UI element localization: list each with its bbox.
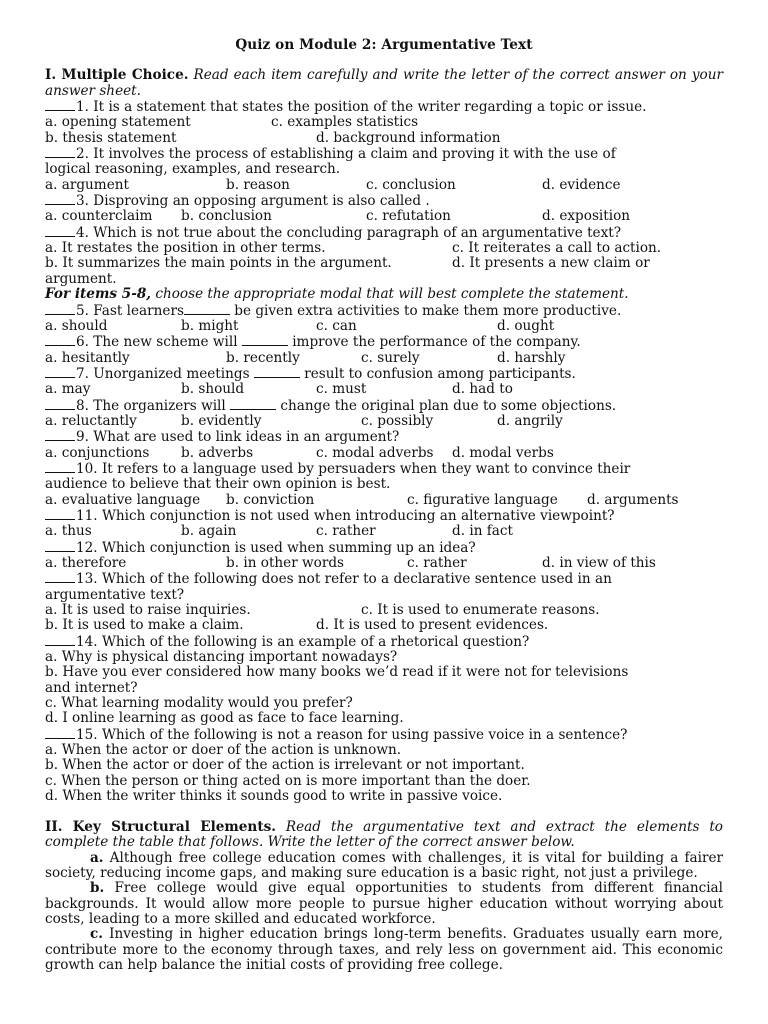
paragraph-b: b. Free college would give equal opportunities to students from different financial backgrounds. It would allow more people to pursue higher education without worrying about costs, leading to a more skilled and educated workforce. [45,880,723,927]
answer-blank [45,727,75,739]
q1-options-row1 [45,115,723,130]
option-a: a. opening statement [45,114,191,131]
option-a: a. therefore [45,555,127,571]
part2-heading: II. Key Structural Elements. [45,818,276,835]
answer-blank [45,99,75,111]
question-10-cont: audience to believe that their own opinion is best. [45,476,391,493]
items-note: For items 5-8, choose the appropriate modal that will best complete the statement. [45,286,629,303]
fill-blank [184,303,230,315]
question-15: 15. Which of the following is not a reason for using passive voice in a sentence? [45,727,723,743]
option-a: a. When the actor or doer of the action is unknown. [45,742,402,759]
answer-blank [45,540,75,552]
answer-blank [45,398,75,410]
q2-options [45,178,723,193]
option-d: d. It presents a new claim or [452,255,650,272]
option-d: d. modal verbs [452,444,554,461]
answer-blank [45,429,75,441]
option-a: a. hesitantly [45,349,130,366]
q13-options-row1 [45,603,723,618]
option-b: b. conviction [226,491,315,508]
option-d: d. in view of this [542,555,656,571]
question-2: 2. It involves the process of establishing a claim and proving it with the use of [45,146,723,162]
answer-blank [45,303,75,315]
paragraph-a: a. Although free college education comes with challenges, it is vital for building a fairer society, reducing income gaps, and making sure education is a basic right, not just a privilege. [45,849,723,881]
question-3: 3. Disproving an opposing argument is also called . [45,193,723,209]
quiz-page [45,38,723,973]
answer-blank [45,225,75,237]
q12-options [45,556,723,571]
option-b: b. conclusion [181,208,272,225]
option-c: c. examples statistics [271,114,419,131]
q9-options [45,446,723,461]
option-d: d. When the writer thinks it sounds good to write in passive voice. [45,788,503,805]
option-c: c. refutation [366,208,451,225]
fill-blank [242,334,288,346]
option-b-cont: and internet? [45,679,138,696]
option-b: b. reason [226,176,290,193]
part1-instruction: Read each item carefully and write the letter of the correct answer on your answer sheet. [45,67,723,99]
option-c: c. It reiterates a call to action. [452,240,662,257]
option-c: c. surely [361,349,420,366]
option-d: d. background information [316,129,501,146]
fill-blank [230,398,276,410]
answer-blank [45,193,75,205]
q6-options [45,351,723,366]
option-b: b. in other words [226,555,345,571]
option-c: c. must [316,381,367,398]
option-a: a. argument [45,176,129,193]
q8-options [45,414,723,429]
part1-heading: I. Multiple Choice. [45,67,189,84]
question-4: 4. Which is not true about the concluding paragraph of an argumentative text? [45,225,723,241]
option-c: c. possibly [361,412,434,429]
section-spacer [45,805,723,820]
question-11: 11. Which conjunction is not used when introducing an alternative viewpoint? [45,508,723,524]
question-2-cont: logical reasoning, examples, and research. [45,161,341,178]
option-c: c. figurative language [407,491,558,508]
option-d: d. evidence [542,176,621,193]
question-12: 12. Which conjunction is used when summing up an idea? [45,540,723,556]
option-b: b. recently [226,349,300,366]
question-1: 1. It is a statement that states the position of the writer regarding a topic or issue. [45,99,723,115]
option-a: a. thus [45,523,92,540]
option-d: d. angrily [497,412,563,429]
part2-instruction: Read the argumentative text and extract the elements to complete the table that follows. Write the letter of the correct answer below. [45,818,723,851]
option-a: a. Why is physical distancing important nowadays? [45,649,398,666]
option-a: a. counterclaim [45,208,153,225]
q4-option-d-cont: argument. [45,270,117,287]
q10-options [45,493,723,508]
option-c: c. can [316,317,357,334]
option-c: c. When the person or thing acted on is more important than the doer. [45,772,531,789]
option-c: c. rather [407,555,467,571]
option-d: d. It is used to present evidences. [316,617,549,634]
q4-options-row1 [45,241,723,256]
option-d: d. in fact [452,523,513,540]
question-10: 10. It refers to a language used by persuaders when they want to convince their [45,461,723,477]
option-d: d. exposition [542,208,631,225]
question-13: 13. Which of the following does not refer to a declarative sentence used in an [45,571,723,587]
answer-blank [45,366,75,378]
option-d: d. harshly [497,349,566,366]
question-9: 9. What are used to link ideas in an argument? [45,429,723,445]
option-b: b. should [181,381,245,398]
page-title: Quiz on Module 2: Argumentative Text [235,37,533,53]
fill-blank [254,366,300,378]
option-c: c. It is used to enumerate reasons. [361,602,600,619]
answer-blank [45,334,75,346]
option-a: a. It is used to raise inquiries. [45,602,251,619]
option-c: c. rather [316,523,376,540]
option-b: b. adverbs [181,444,254,461]
option-b: b. Have you ever considered how many books we’d read if it were not for televisions [45,664,629,681]
option-b: b. again [181,523,237,540]
option-a: a. evaluative language [45,491,201,508]
part1-intro [45,68,723,99]
option-a: a. conjunctions [45,444,150,461]
q3-options [45,209,723,224]
option-a: a. It restates the position in other terms. [45,240,326,257]
option-d: d. had to [452,381,513,398]
option-b: b. It is used to make a claim. [45,617,244,634]
q11-options [45,524,723,539]
option-b: b. It summarizes the main points in the argument. [45,255,392,272]
question-5: 5. Fast learners be given extra activities to make them more productive. [45,303,723,319]
option-c: c. What learning modality would you prefer? [45,695,353,712]
option-a: a. should [45,317,108,334]
option-b: b. evidently [181,412,262,429]
question-8: 8. The organizers will change the original plan due to some objections. [45,398,723,414]
answer-blank [45,146,75,158]
q5-options [45,319,723,334]
q13-options-row2 [45,618,723,633]
option-a: a. may [45,381,91,398]
answer-blank [45,571,75,583]
option-c: c. modal adverbs [316,444,434,461]
question-13-cont: argumentative text? [45,586,185,603]
option-d: d. ought [497,317,555,334]
q4-options-row2 [45,256,723,271]
option-d: d. arguments [587,491,679,508]
option-c: c. conclusion [366,176,456,193]
option-b: b. thesis statement [45,129,177,146]
answer-blank [45,508,75,520]
part2-intro [45,820,723,851]
option-a: a. reluctantly [45,412,137,429]
q1-options-row2 [45,131,723,146]
question-14: 14. Which of the following is an example of a rhetorical question? [45,634,723,650]
answer-blank [45,461,75,473]
question-7: 7. Unorganized meetings result to confusion among participants. [45,366,723,382]
question-6: 6. The new scheme will improve the performance of the company. [45,334,723,350]
q7-options [45,382,723,397]
option-b: b. might [181,317,239,334]
answer-blank [45,634,75,646]
option-d: d. I online learning as good as face to face learning. [45,710,404,727]
paragraph-c: c. Investing in higher education brings long-term benefits. Graduates usually earn more, contribute more to the economy through taxes, and rely less on government aid. This economic growth can help balance the initial costs of providing free college. [45,926,723,973]
option-b: b. When the actor or doer of the action is irrelevant or not important. [45,757,525,774]
